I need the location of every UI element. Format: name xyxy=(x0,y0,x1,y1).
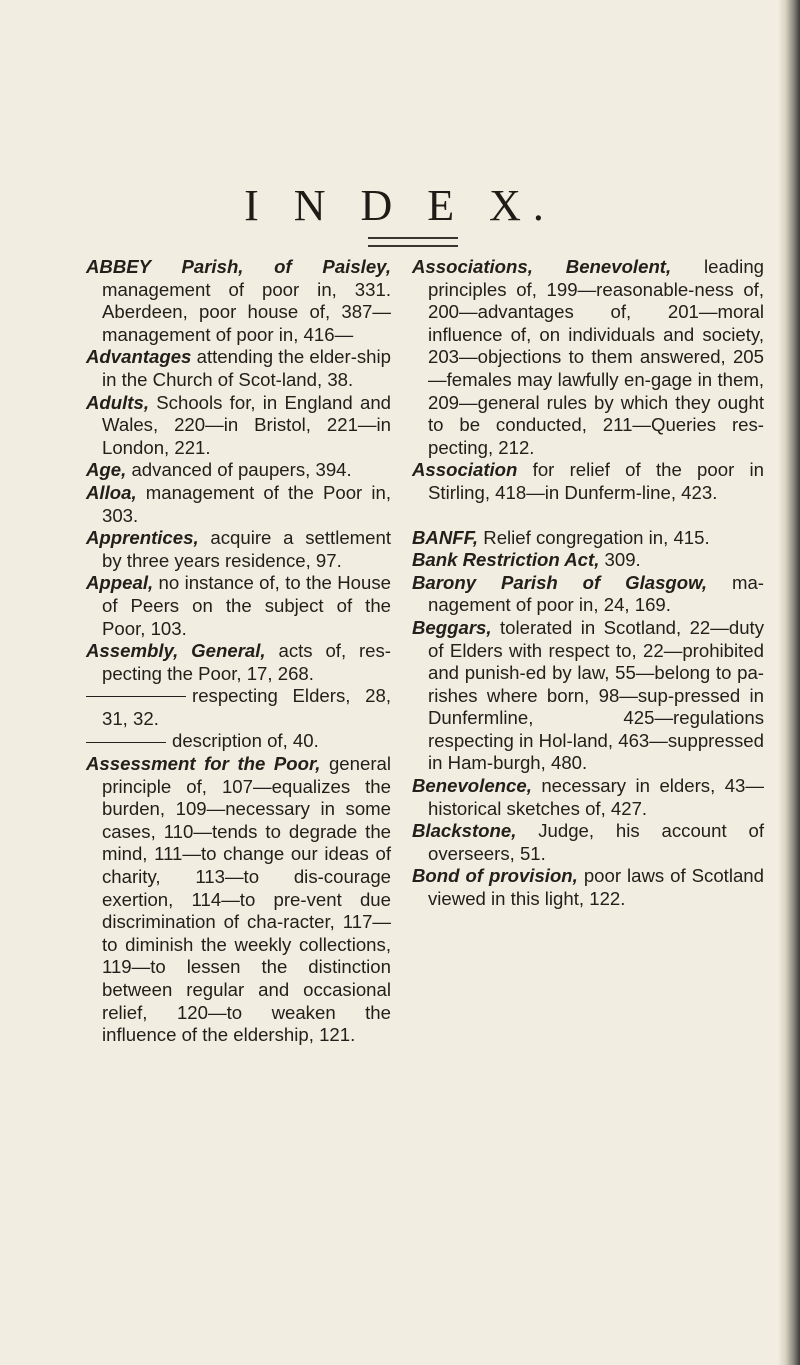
index-entry xyxy=(412,865,764,910)
entry-headword: Beggars, xyxy=(412,616,492,638)
entry-headword: Alloa, xyxy=(86,481,137,503)
index-entry xyxy=(412,256,764,459)
index-entry xyxy=(86,527,391,572)
entry-headword: Age, xyxy=(86,459,127,481)
entry-headword: Adults, xyxy=(86,391,150,413)
page-title: I N D E X. xyxy=(244,181,556,230)
entry-headword: Blackstone, xyxy=(412,820,517,842)
entry-text: tolerated in Scotland, 22—duty of Elders with respect to, 22—prohibited and punish-ed by law, 55—belong to pa-rishes where born, 98—sup-pressed in Dunfermline, 425—regulations respecting in Hol-land, 463—suppressed in Ham-burgh, 480. xyxy=(428,616,765,774)
entry-headword: Advantages xyxy=(86,346,192,368)
entry-text: Judge, his account of overseers, 51. xyxy=(428,820,764,864)
index-entry xyxy=(412,527,764,550)
entry-text: leading principles of, 199—reasonable-ness of, 200—advantages of, 201—moral influence of, on individuals and society, 203—objections to them answered, 205—females may lawfully en-gage in them, 209—general rules by which they ought to be conducted, 211—Queries res-pecting, 212. xyxy=(428,256,764,458)
entry-text: general principle of, 107—equalizes the burden, 109—necessary in some cases, 110—tends to degrade the mind, 111—to change our ideas of charity, 113—to dis-courage exertion, 114—to pre-vent due discrimination of cha-racter, 117—to diminish the weekly collections, 119—to lessen the distinction between regular and occasional relief, 120—to weaken the influence of the eldership, 121. xyxy=(102,753,391,1046)
entry-text: respecting Elders, 28, 31, 32. xyxy=(102,685,391,729)
index-entry xyxy=(86,459,391,482)
entry-text: no instance of, to the House of Peers on the subject of the Poor, 103. xyxy=(102,572,391,639)
index-column-right xyxy=(412,256,764,911)
index-entry xyxy=(86,482,391,527)
entry-text: Schools for, in England and Wales, 220—in Bristol, 221—in London, 221. xyxy=(102,391,392,458)
entry-text: management of the Poor in, 303. xyxy=(102,481,391,526)
entry-headword: Benevolence, xyxy=(412,775,532,797)
entry-headword: Association xyxy=(412,459,518,481)
entry-headword: BANFF, xyxy=(412,526,479,548)
index-subentry xyxy=(86,685,391,730)
index-subentry xyxy=(86,730,391,753)
entry-headword: Barony Parish of Glasgow, xyxy=(412,571,708,593)
entry-headword: ABBEY Parish, of Paisley, xyxy=(86,256,391,277)
entry-text: acts of, res-pecting the Poor, 17, 268. xyxy=(102,640,392,684)
entry-text: poor laws of Scotland viewed in this light, 122. xyxy=(428,865,764,910)
entry-text: advanced of paupers, 394. xyxy=(131,459,352,481)
entry-text: management of poor in, 331. Aberdeen, poor house of, 387— management of poor in, 416— xyxy=(102,278,391,345)
index-column-left xyxy=(86,256,391,1047)
entry-text: ma-nagement of poor in, 24, 169. xyxy=(428,571,764,616)
entry-text: 309. xyxy=(604,549,641,571)
index-entry xyxy=(86,392,391,460)
index-entry xyxy=(86,346,391,391)
index-entry xyxy=(412,459,764,504)
index-entry xyxy=(412,549,764,572)
ditto-dash xyxy=(86,696,186,698)
entry-text: attending the elder-ship in the Church of Scot-land, 38. xyxy=(102,346,391,390)
index-entry xyxy=(412,572,764,617)
index-entry xyxy=(412,820,764,865)
title-double-rule xyxy=(368,237,458,247)
index-entry xyxy=(412,617,764,775)
index-entry xyxy=(86,256,391,346)
index-entry xyxy=(86,640,391,685)
index-entry xyxy=(412,775,764,820)
entry-headword: Assessment for the Poor, xyxy=(86,753,321,775)
entry-text: for relief of the poor in Stirling, 418—in Dunferm-line, 423. xyxy=(428,459,764,503)
entry-headword: Bank Restriction Act, xyxy=(412,549,600,571)
entry-headword: Apprentices, xyxy=(86,527,199,549)
index-entry xyxy=(86,572,391,640)
entry-headword: Bond of provision, xyxy=(412,865,578,887)
ditto-dash xyxy=(86,742,166,744)
entry-text: acquire a settlement by three years residence, 97. xyxy=(102,527,392,571)
entry-text: Relief congregation in, 415. xyxy=(483,526,710,548)
entry-text: necessary in elders, 43—historical sketches of, 427. xyxy=(428,775,764,819)
entry-headword: Associations, Benevolent, xyxy=(412,256,672,277)
index-entry xyxy=(86,753,391,1047)
entry-headword: Appeal, xyxy=(86,572,154,594)
entry-text: description of, 40. xyxy=(172,730,319,752)
entry-headword: Assembly, General, xyxy=(86,640,266,662)
